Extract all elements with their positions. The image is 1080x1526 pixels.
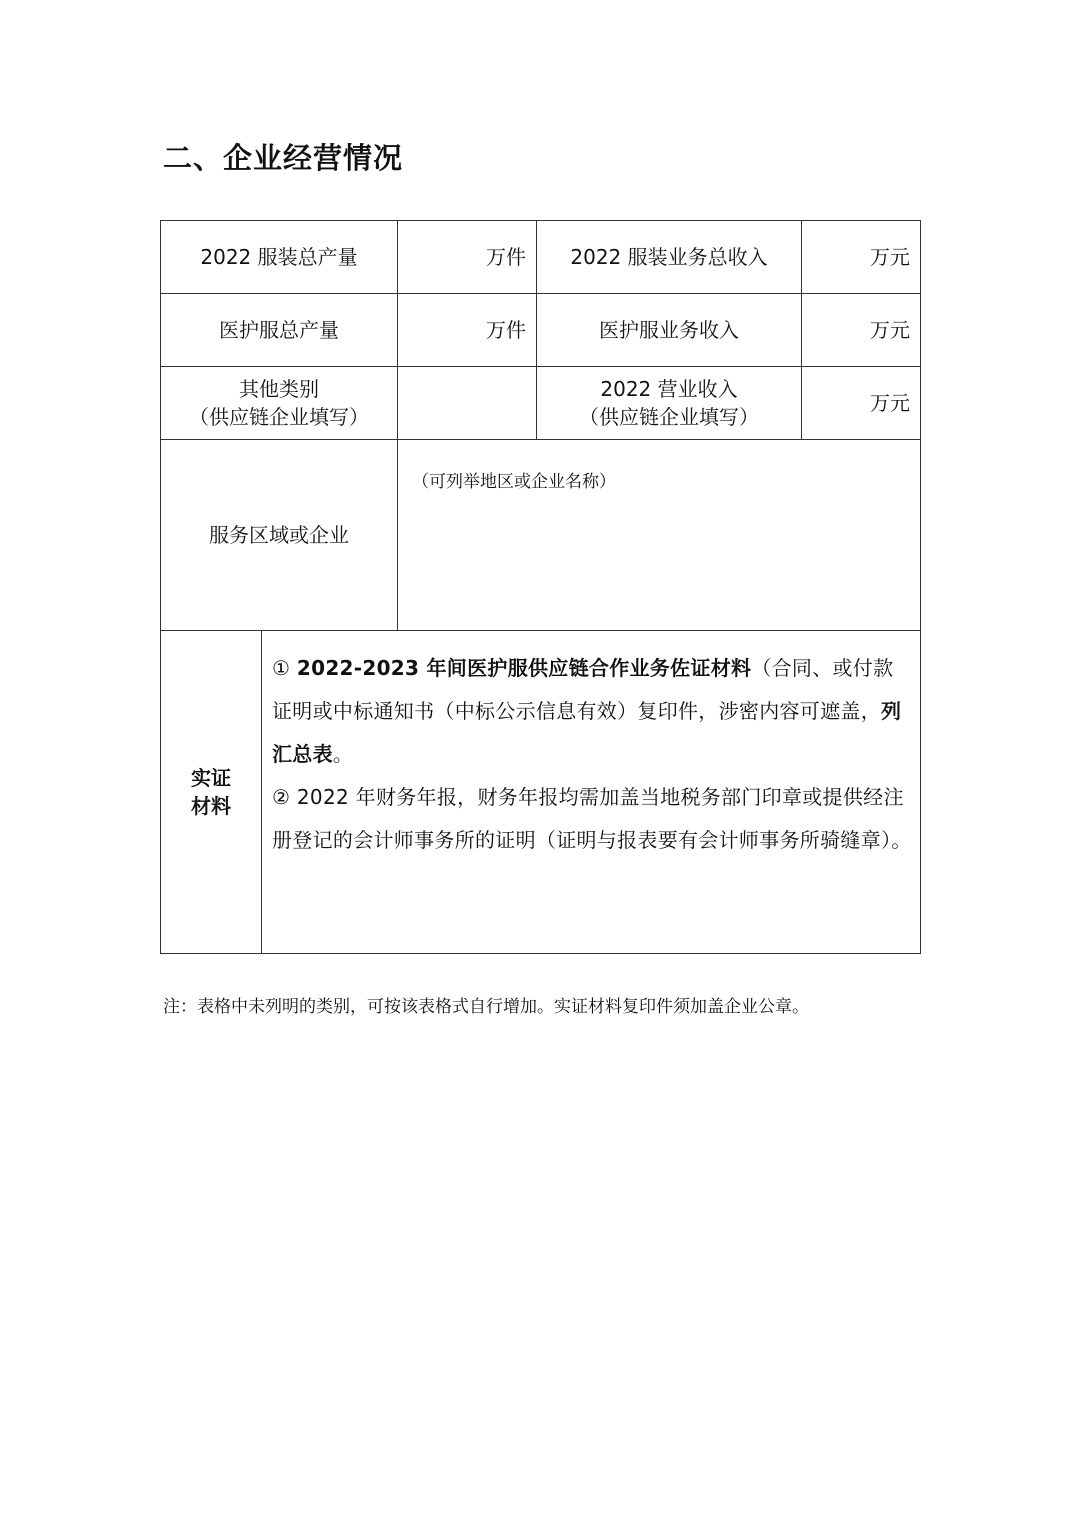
label-other-category xyxy=(161,367,398,440)
service-area-hint: （可列举地区或企业名称） xyxy=(412,472,617,492)
business-info-table xyxy=(160,220,921,954)
label-operating-revenue-2022 xyxy=(537,367,802,440)
item-number: ① xyxy=(272,656,291,680)
item-text: 2022 年财务年报，财务年报均需加盖当地税务部门印章或提供经注册登记的会计师事务所的证明（证明与报表要有会计师事务所骑缝章）。 xyxy=(272,785,912,852)
label-medical-revenue: 医护服业务收入 xyxy=(537,294,802,367)
unit-label: 万件 xyxy=(486,245,527,269)
input-medical-output[interactable] xyxy=(398,294,537,367)
label-garment-output-2022: 2022 服装总产量 xyxy=(161,221,398,294)
unit-label: 万元 xyxy=(870,391,911,415)
label-line: 2022 营业收入 xyxy=(600,377,738,401)
evidence-item-1 xyxy=(272,647,912,776)
footnote: 注：表格中未列明的类别，可按该表格式自行增加。实证材料复印件须加盖企业公章。 xyxy=(163,997,809,1017)
unit-label: 万元 xyxy=(870,318,911,342)
label-line: （供应链企业填写） xyxy=(579,405,760,429)
input-other-category[interactable] xyxy=(398,367,537,440)
input-service-area[interactable] xyxy=(398,440,921,631)
table-row xyxy=(161,367,921,440)
table-row xyxy=(161,440,921,631)
label-line: （供应链企业填写） xyxy=(189,405,369,429)
table-row xyxy=(161,294,921,367)
label-line: 其他类别 xyxy=(239,377,319,401)
input-garment-revenue[interactable] xyxy=(802,221,921,294)
label-garment-revenue-2022: 2022 服装业务总收入 xyxy=(537,221,802,294)
label-medical-output: 医护服总产量 xyxy=(161,294,398,367)
evidence-item-2 xyxy=(272,776,912,862)
item-text: 。 xyxy=(332,742,354,766)
input-operating-revenue[interactable] xyxy=(802,367,921,440)
label-evidence-materials xyxy=(161,631,262,954)
section-heading: 二、企业经营情况 xyxy=(163,141,404,175)
item-bold-text: 列汇总表 xyxy=(272,699,902,766)
unit-label: 万元 xyxy=(870,245,911,269)
label-line: 实证 xyxy=(191,766,231,790)
item-number: ② xyxy=(272,785,291,809)
table-row xyxy=(161,221,921,294)
item-text: （合同、或付款证明或中标通知书（中标公示信息有效）复印件，涉密内容可遮盖， xyxy=(272,656,894,723)
label-service-area: 服务区域或企业 xyxy=(161,440,398,631)
unit-label: 万件 xyxy=(486,318,527,342)
table-row xyxy=(161,631,921,954)
item-bold-text: 2022-2023 年间医护服供应链合作业务佐证材料 xyxy=(296,656,752,680)
label-line: 材料 xyxy=(191,794,231,818)
evidence-materials-content xyxy=(262,631,921,954)
input-garment-output[interactable] xyxy=(398,221,537,294)
input-medical-revenue[interactable] xyxy=(802,294,921,367)
